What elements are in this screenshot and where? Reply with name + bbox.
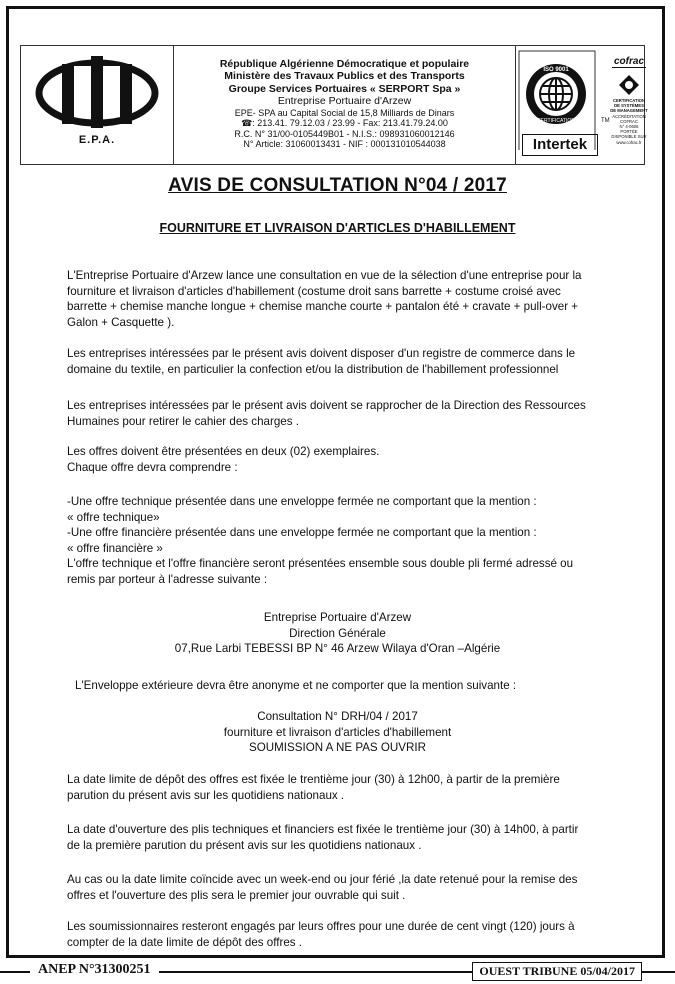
journal-stamp: OUEST TRIBUNE 05/04/2017 bbox=[472, 962, 642, 981]
paragraph-enveloppe bbox=[75, 678, 635, 694]
page-subtitle: FOURNITURE ET LIVRAISON D'ARTICLES D'HABILLEMENT bbox=[159, 221, 516, 235]
info-line-2: ☎: 213.41. 79.12.03 / 23.99 - Fax: 213.41.79.24.00 bbox=[241, 118, 448, 129]
text-line: Chaque offre devra comprendre : bbox=[67, 460, 238, 474]
paragraph-cahier bbox=[67, 398, 627, 429]
text-line: compter de la date limite de dépôt des offres . bbox=[67, 935, 303, 949]
footer bbox=[0, 960, 675, 984]
org-line-4: Entreprise Portuaire d'Arzew bbox=[277, 95, 412, 108]
text-line: Les entreprises intéressées par le présent avis doivent disposer d'un registre de commerce dans le bbox=[67, 347, 576, 360]
address-line: 07,Rue Larbi TEBESSI BP N° 46 Arzew Wilaya d'Oran –Algérie bbox=[174, 642, 501, 656]
cofrac-line: PORTÉE bbox=[620, 129, 638, 135]
text-line: Les entreprises intéressées par le présent avis doivent se rapprocher de la Direction des Ressources bbox=[67, 399, 586, 412]
text-line: fourniture et livraison d'articles d'habillement (costume droit sans barrette + costume croisé avec bbox=[67, 284, 561, 298]
text-line: domaine du textile, en particulier la confection et/ou la distribution de l'habillement professionnel bbox=[67, 362, 559, 376]
iso-bottom-label: CERTIFICATION bbox=[537, 118, 575, 124]
paragraph-jour-ferie bbox=[67, 872, 627, 903]
epa-label: E.P.A. bbox=[78, 134, 116, 146]
cofrac-line: www.cofrac.fr bbox=[616, 139, 642, 145]
cofrac-line: DE SYSTÈMES bbox=[614, 103, 644, 109]
text-line: Humaines pour retirer le cahier des charges . bbox=[67, 414, 299, 428]
text-line: -Une offre financière présentée dans une enveloppe fermée ne comportant que la mention : bbox=[67, 526, 537, 540]
text-line: barrette + chemise manche longue + chemise manche courte + pantalon été + cravate + pull-over + bbox=[67, 300, 579, 314]
intertek-logo: Intertek bbox=[522, 134, 598, 156]
paragraph-engagement bbox=[67, 919, 627, 950]
text-line: « offre technique» bbox=[67, 510, 160, 524]
text-line: Les soumissionnaires resteront engagés par leurs offres pour une durée de cent vingt (120) jours à bbox=[67, 920, 575, 933]
cofrac-line: DISPONIBLE SUR bbox=[611, 134, 647, 140]
page-title bbox=[0, 175, 675, 197]
paragraph-registre bbox=[67, 346, 627, 377]
org-line-2: Ministère des Travaux Publics et des Transports bbox=[224, 70, 465, 83]
cofrac-details bbox=[610, 98, 648, 145]
text-line: Au cas ou la date limite coïncide avec un week-end ou jour férié ,la date retenué pour la remise des bbox=[67, 873, 578, 886]
text-line: Les offres doivent être présentées en deux (02) exemplaires. bbox=[67, 445, 380, 458]
address-line: Direction Générale bbox=[289, 626, 386, 640]
paragraph-date-limite bbox=[67, 772, 627, 803]
paragraph-date-ouverture bbox=[67, 822, 627, 853]
info-line-4: N° Article: 31060013431 - NIF : 000131010544038 bbox=[243, 139, 446, 150]
iso-top-label: ISO 9001 bbox=[543, 67, 569, 73]
cofrac-line: DE MANAGEMENT bbox=[610, 108, 648, 114]
text-line: L'Entreprise Portuaire d'Arzew lance une consultation en vue de la sélection d'une entreprise pour la bbox=[67, 269, 582, 282]
epa-logo-icon bbox=[21, 46, 173, 136]
cofrac-line: CERTIFICATION bbox=[612, 98, 646, 103]
info-line-3: R.C. N° 31/00-0105449B01 - N.I.S.: 098931060012146 bbox=[234, 128, 455, 139]
info-line-1: EPE- SPA au Capital Social de 15,8 Milliards de Dinars bbox=[234, 107, 455, 118]
cofrac-emblem-icon bbox=[618, 74, 640, 96]
paragraph-offres bbox=[67, 494, 627, 588]
text-line: Galon + Casquette ). bbox=[67, 315, 175, 329]
text-line: L'offre technique et l'offre financière seront présentées ensemble sous double pli fermé adressé ou bbox=[67, 557, 574, 571]
text-line: La date limite de dépôt des offres est fixée le trentième jour (30) à 12h00, à partir de la première bbox=[67, 773, 560, 786]
text-line: offres et l'ouverture des plis sera le premier jour ouvrable qui suit . bbox=[67, 888, 406, 902]
cofrac-logo: cofrac bbox=[613, 56, 644, 67]
letterhead-text bbox=[174, 46, 516, 164]
text-line: remis par porteur à l'adresse suivante : bbox=[67, 572, 268, 586]
address-block bbox=[0, 610, 675, 657]
cofrac-line: N° 4-0606 bbox=[619, 124, 639, 130]
anep-number: ANEP N°31300251 bbox=[30, 962, 159, 978]
cofrac-line: COFRAC bbox=[620, 118, 638, 124]
mention-line: fourniture et livraison d'articles d'habillement bbox=[223, 725, 452, 739]
text-line: parution du présent avis sur les quotidiens nationaux . bbox=[67, 788, 345, 802]
mention-line: SOUMISSION A NE PAS OUVRIR bbox=[249, 741, 426, 755]
text-line: -Une offre technique présentée dans une enveloppe fermée ne comportant que la mention : bbox=[67, 495, 537, 508]
text-line: L'Enveloppe extérieure devra être anonyme et ne comporter que la mention suivante : bbox=[75, 679, 517, 692]
paragraph-exemplaires bbox=[67, 444, 627, 475]
org-line-3: Groupe Services Portuaires « SERPORT Spa » bbox=[228, 82, 461, 95]
certification-cell bbox=[516, 46, 648, 164]
mention-line: Consultation N° DRH/04 / 2017 bbox=[257, 710, 418, 723]
title-text: AVIS DE CONSULTATION N°04 / 2017 bbox=[168, 175, 507, 196]
cofrac-line: ACCRÉDITATION bbox=[612, 113, 646, 119]
tm-mark: TM bbox=[601, 118, 610, 124]
letterhead bbox=[20, 45, 648, 165]
address-line: Entreprise Portuaire d'Arzew bbox=[263, 611, 412, 624]
text-line: de la première parution du présent avis sur les quotidiens nationaux . bbox=[67, 838, 422, 852]
epa-logo-cell bbox=[21, 46, 174, 164]
paragraph-intro bbox=[67, 268, 627, 330]
text-line: La date d'ouverture des plis techniques et financiers est fixée le trentième jour (30) à 14h00, à partir bbox=[67, 823, 579, 836]
mention-block bbox=[0, 709, 675, 756]
org-line-1: République Algérienne Démocratique et populaire bbox=[219, 58, 470, 70]
text-line: « offre financière » bbox=[67, 541, 163, 555]
